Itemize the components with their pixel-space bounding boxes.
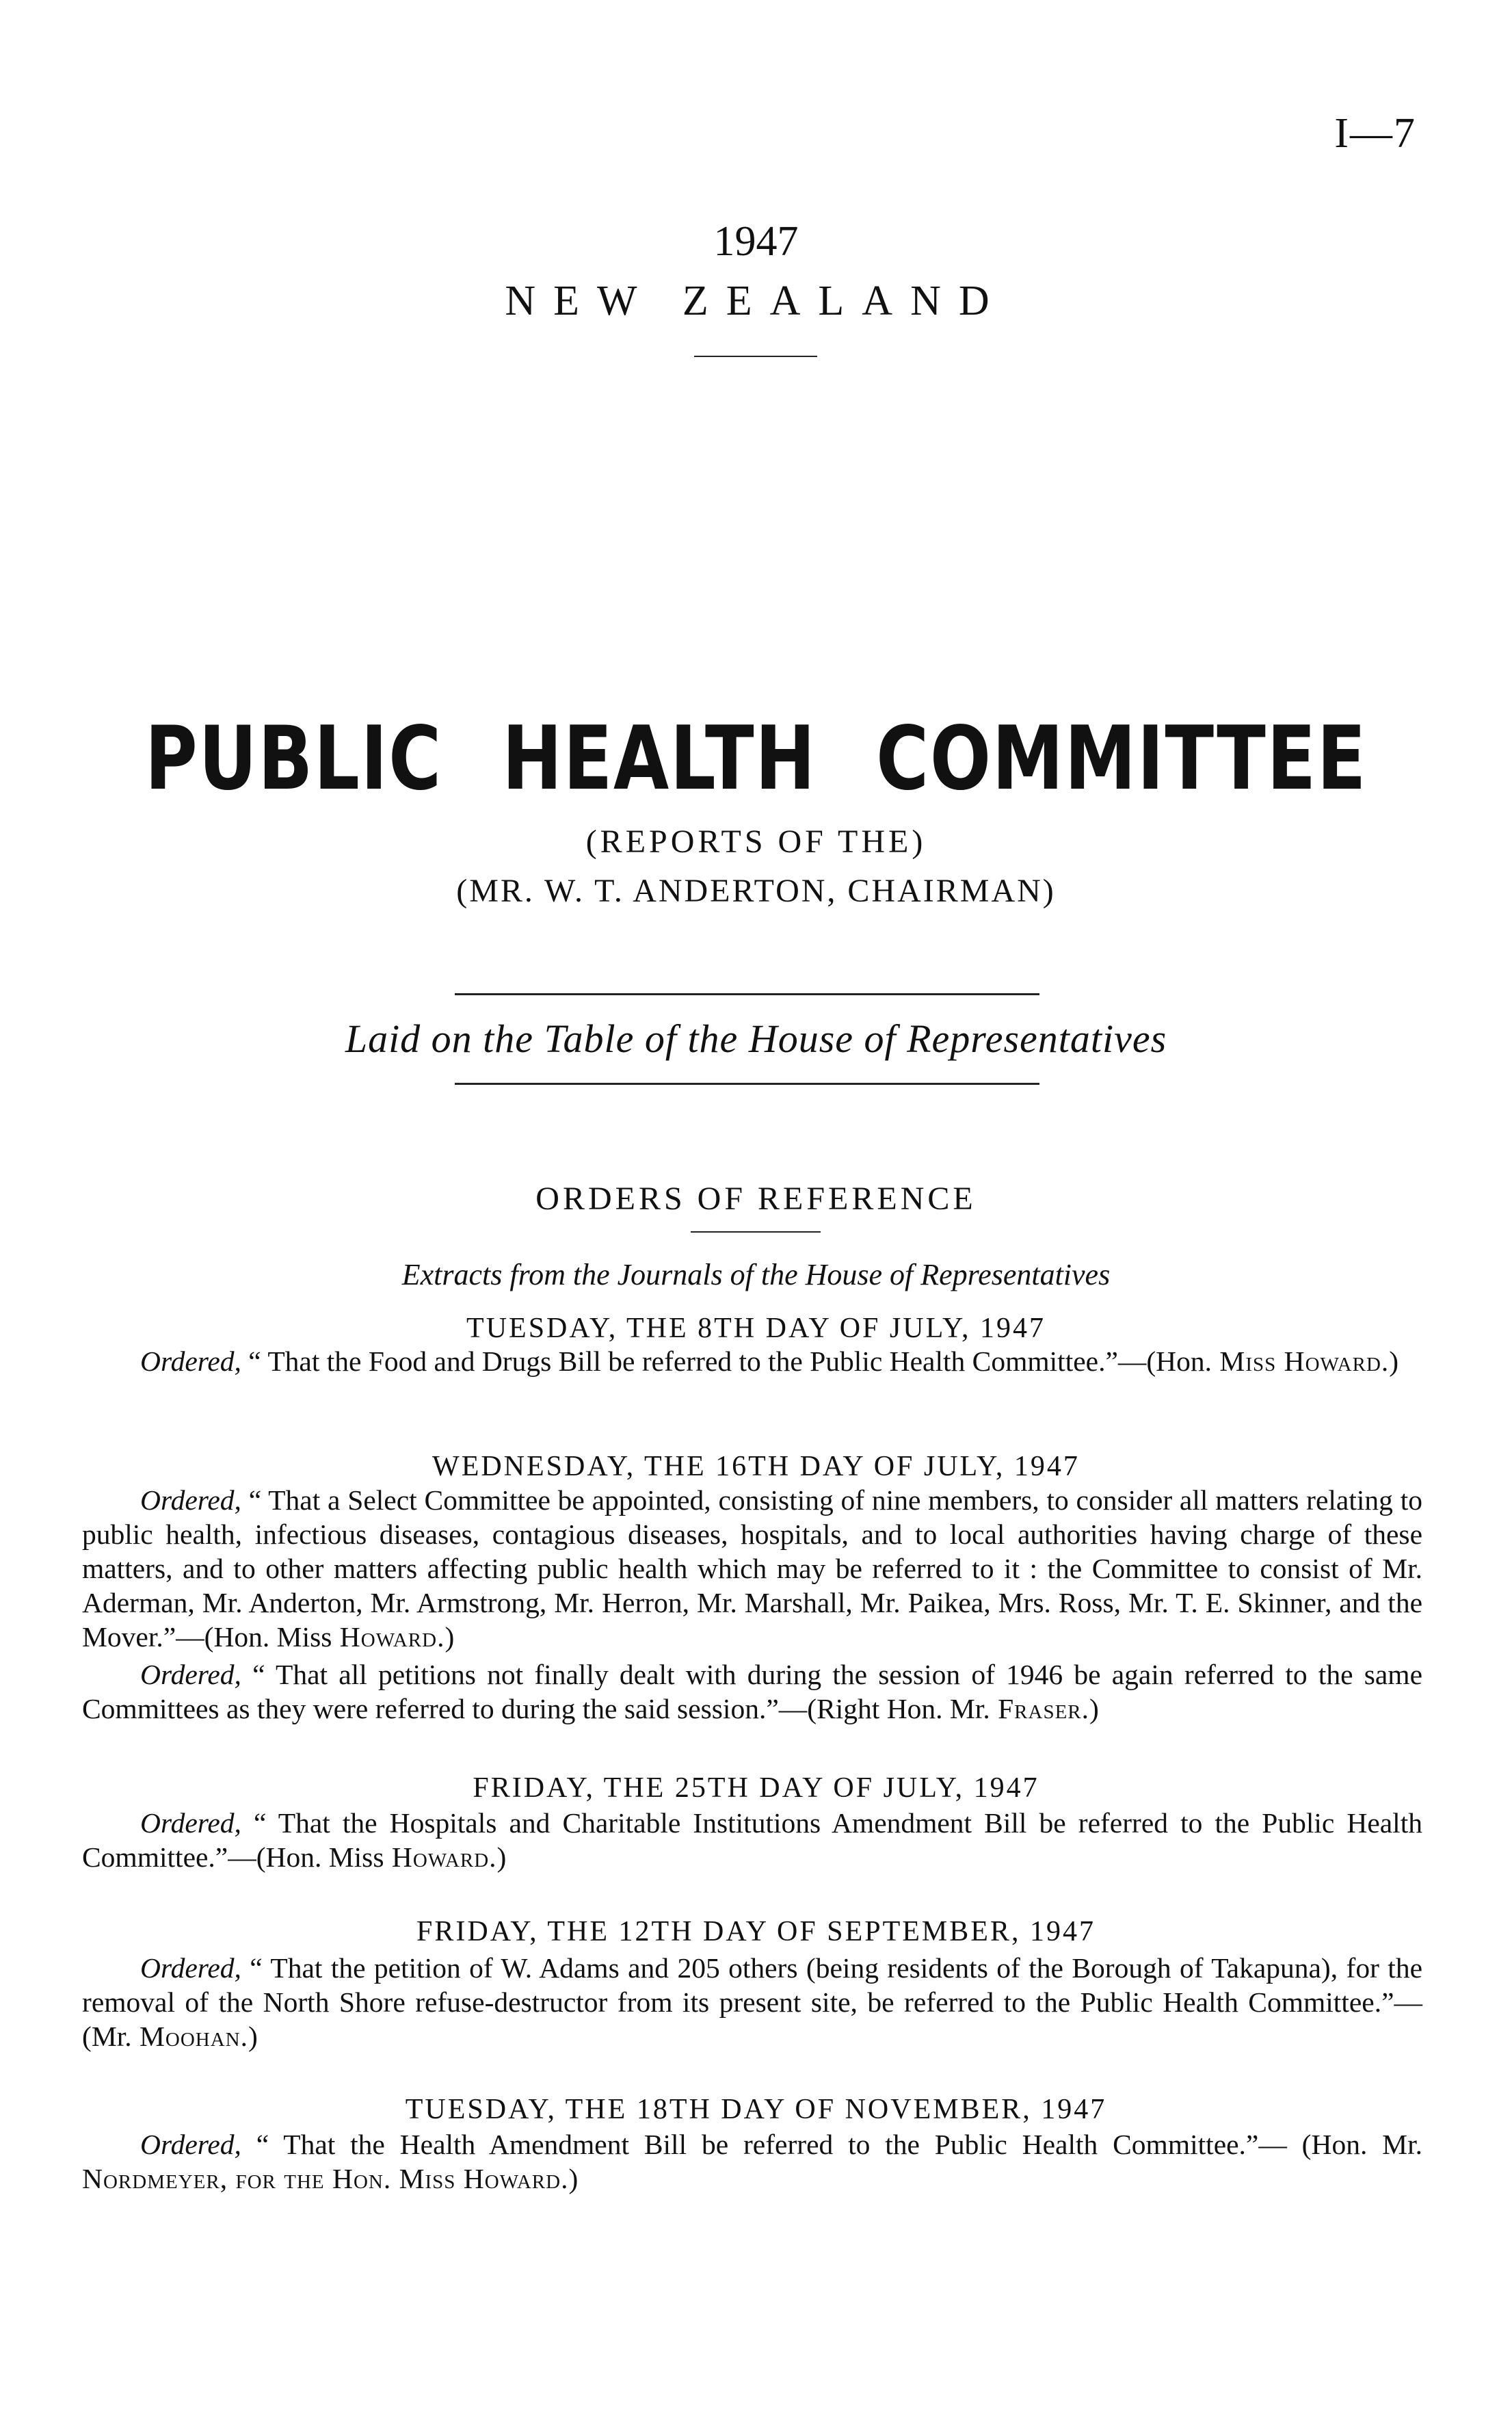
- laid-on-table-line: Laid on the Table of the House of Representatives: [345, 1016, 1167, 1061]
- order-paragraph: [82, 1806, 1422, 1874]
- ordered-label: Ordered,: [140, 1484, 241, 1516]
- ordered-label: Ordered,: [140, 2129, 241, 2160]
- order-text: “ That all petitions not finally dealt with during the session of 1946 be again referred to the same Committees as they were referred to during the said session.”—(Right Hon. Mr.: [82, 1659, 1422, 1724]
- order-mover: Howard.): [332, 1621, 455, 1653]
- order-paragraph: [82, 1951, 1422, 2053]
- document-subtitle: (REPORTS OF THE): [585, 824, 927, 860]
- order-mover: Howard.): [384, 1841, 507, 1873]
- year-heading: 1947: [713, 218, 799, 265]
- ordered-label: Ordered,: [140, 1659, 241, 1690]
- header-divider: [694, 356, 817, 357]
- ordered-label: Ordered,: [140, 1952, 241, 1984]
- order-paragraph: [82, 2127, 1422, 2196]
- order-text: “ That a Select Committee be appointed, consisting of nine members, to consider all matters relating to public health, infectious diseases, contagious diseases, hospitals, and to local authorities having charge of these matters, and to other matters affecting public health which may be referred to it : the Committee to consist of Mr. Aderman, Mr. Anderton, Mr. Armstrong, Mr. Herron, Mr. Marshall, Mr. Paikea, Mrs. Ross, Mr. T. E. Skinner, and the Mover.”—(Hon. Miss: [82, 1484, 1422, 1653]
- entry-date: FRIDAY, THE 25TH DAY OF JULY, 1947: [473, 1772, 1039, 1804]
- document-title: PUBLIC HEALTH COMMITTEE: [144, 708, 1368, 810]
- orders-divider: [691, 1231, 821, 1233]
- order-paragraph: [82, 1483, 1422, 1654]
- laid-top-rule: [455, 993, 1039, 995]
- order-paragraph: [82, 1657, 1422, 1726]
- order-text: “ That the petition of W. Adams and 205 others (being residents of the Borough of Takapuna), for the removal of the North Shore refuse-destructor from its present site, be referred to the Public Health Committee.”—(Mr.: [82, 1952, 1422, 2052]
- order-text: “ That the Health Amendment Bill be referred to the Public Health Committee.”— (Hon. Mr.: [241, 2129, 1422, 2160]
- order-paragraph: [82, 1344, 1422, 1378]
- ordered-label: Ordered,: [140, 1345, 241, 1377]
- entry-date: TUESDAY, THE 18TH DAY OF NOVEMBER, 1947: [405, 2094, 1107, 2125]
- order-mover: Fraser.): [990, 1693, 1100, 1724]
- entry-date: WEDNESDAY, THE 16TH DAY OF JULY, 1947: [432, 1451, 1080, 1482]
- country-heading: NEW ZEALAND: [505, 278, 1007, 324]
- extracts-subheading: Extracts from the Journals of the House of Representatives: [401, 1258, 1111, 1291]
- orders-of-reference-heading: ORDERS OF REFERENCE: [535, 1181, 977, 1217]
- ordered-label: Ordered,: [140, 1807, 241, 1839]
- order-mover: Moohan.): [131, 2021, 258, 2052]
- entry-date: FRIDAY, THE 12TH DAY OF SEPTEMBER, 1947: [416, 1916, 1096, 1947]
- order-mover: Nordmeyer, for the Hon. Miss Howard.): [82, 2163, 579, 2194]
- laid-bottom-rule: [455, 1083, 1039, 1085]
- chairman-line: (MR. W. T. ANDERTON, CHAIRMAN): [456, 873, 1056, 909]
- order-text: “ That the Food and Drugs Bill be referred to the Public Health Committee.”—(Hon.: [241, 1345, 1212, 1377]
- entry-date: TUESDAY, THE 8TH DAY OF JULY, 1947: [466, 1313, 1046, 1344]
- page-number: I—7: [1334, 110, 1416, 157]
- order-mover: Miss Howard.): [1212, 1345, 1400, 1377]
- order-text: “ That the Hospitals and Charitable Institutions Amendment Bill be referred to the Public Health Committee.”—(Hon. Miss: [82, 1807, 1422, 1873]
